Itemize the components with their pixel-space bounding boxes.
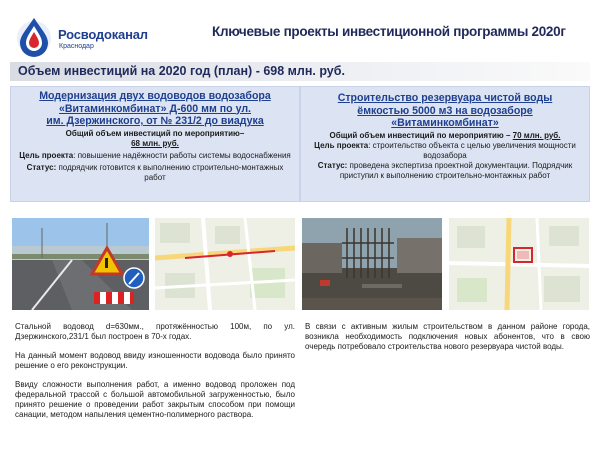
description-paragraph: В связи с активным жилым строительством в данном районе города, возникла необходимость подключения новых абонентов, что в свою очередь потребовало строительства нового резервуара чистой воды. (305, 322, 590, 351)
logo-company-name: Росводоканал (58, 27, 148, 42)
total-investment: Общий объем инвестиций по мероприятию – 70 млн. руб. (329, 130, 561, 140)
project-goal: Цель проекта: повышение надёжности работы системы водоснабжения (19, 150, 291, 160)
project2-description (305, 322, 590, 361)
location-map-2 (449, 218, 589, 310)
project1-description (15, 322, 295, 429)
project-status: Статус: проведена экспертиза проектной документации. Подрядчик приступил к выполнению строительно-монтажных работ (317, 160, 573, 180)
investment-total-text: Объем инвестиций на 2020 год (план) - 698 млн. руб. (18, 64, 345, 78)
description-paragraph: Ввиду сложности выполнения работ, а именно водовод проложен под федеральной трассой с большой автомобильной загруженностью, было принято решение о проведении работ закрытым способом при помощи санации, методом напыления цементно-полимерного раствора. (15, 380, 295, 419)
title-line: Модернизация двух водоводов водозабора (39, 90, 271, 102)
construction-site-photo (302, 218, 442, 310)
project-status: Статус: подрядчик готовится к выполнению строительно-монтажных работ (26, 162, 284, 182)
location-map-1 (155, 218, 295, 310)
project-card-body (11, 128, 299, 183)
title-line: «Витаминкомбинат» (391, 117, 499, 129)
company-logo (14, 14, 164, 58)
project-goal: Цель проекта: строительство объекта с целью увеличения мощности водозабора (314, 140, 576, 160)
total-investment-value: 68 млн. руб. (131, 138, 179, 148)
road-works-photo (12, 218, 149, 310)
total-investment-label: Общий объем инвестиций по мероприятию– (65, 128, 245, 138)
title-line: им. Дзержинского, от № 231/2 до виадука (46, 115, 264, 127)
project-card-body (301, 130, 589, 181)
title-line: «Витаминкомбинат» Д-600 мм по ул. (59, 102, 251, 115)
project-card-title (11, 87, 299, 128)
title-line: Строительство резервуара чистой воды (337, 92, 553, 104)
project-card-water-mains (10, 86, 300, 202)
project-card-reservoir (300, 86, 590, 202)
description-paragraph: Стальной водовод d=630мм., протяжённостью 100м, по ул. Дзержинского,231/1 был построен в 70-х годах. (15, 322, 295, 341)
page-title: Ключевые проекты инвестиционной программы 2020г (212, 24, 566, 39)
investment-banner (10, 62, 590, 81)
water-drop-logo-icon (14, 14, 54, 58)
title-line: ёмкостью 5000 м3 на водозаборе (357, 104, 533, 117)
project-card-title (301, 87, 589, 130)
logo-city: Краснодар (59, 43, 94, 50)
description-paragraph: На данный момент водовод ввиду изношенности водовода было принято решение о его реконструкции. (15, 351, 295, 370)
